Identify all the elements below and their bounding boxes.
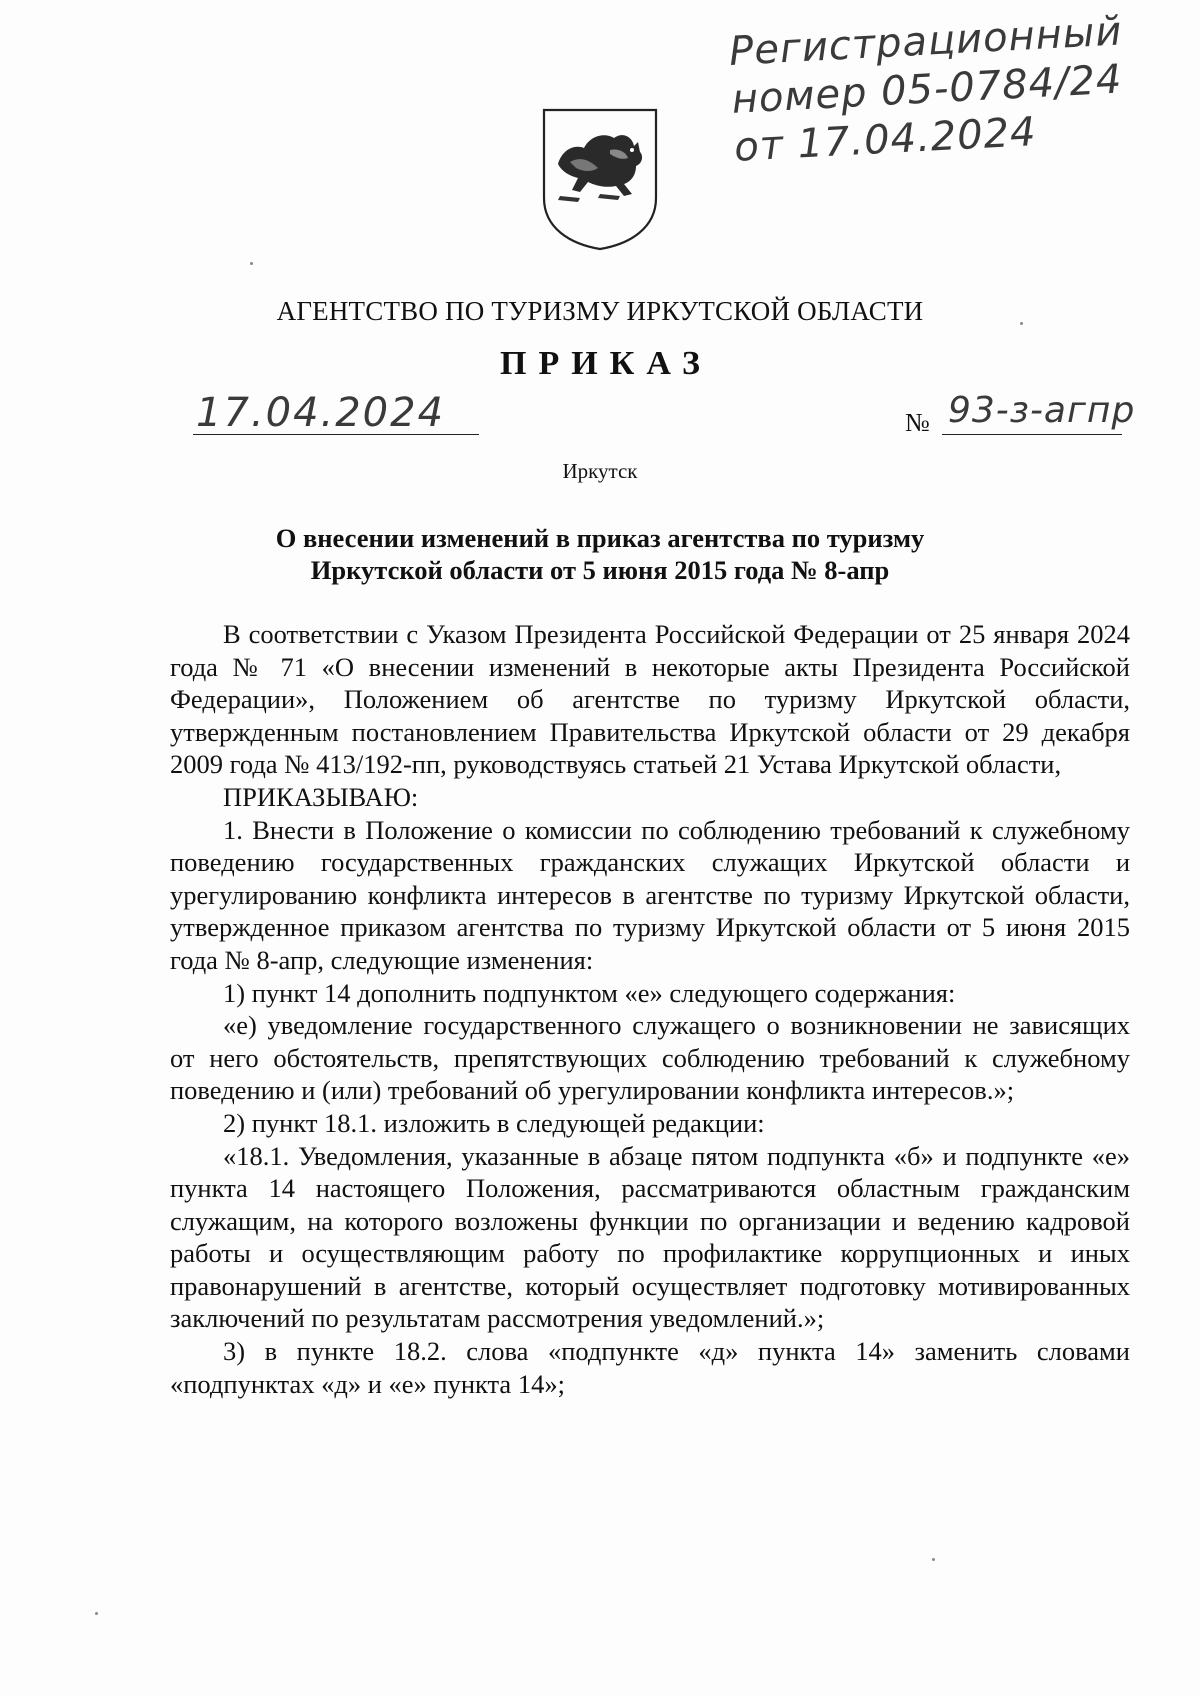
registration-note-line: от 17.04.2024 [733,109,1038,171]
date-underline [193,434,479,435]
number-underline [942,434,1122,435]
irkutsk-coat-of-arms-icon [540,106,660,252]
order-date: 17.04.2024 [196,390,446,436]
order-subject [0,522,1200,586]
registration-note-line: номер 05-0784/24 [730,56,1124,123]
order-number: 93-з-агпр [948,390,1136,431]
body-paragraph: 2) пункт 18.1. изложить в следующей редакции: [223,1107,765,1138]
body-paragraph: «е) уведомление государственного служащего о возникновении не зависящих от него обстоятельств, препятствующих соблюдению требований к служебному поведению и (или) требований об урегулировании конфликта интересов.»; [170,1010,1130,1106]
city-name: Иркутск [562,459,638,483]
body-paragraph: 1. Внести в Положение о комиссии по соблюдению требований к служебному поведению государственных гражданских служащих Иркутской области и урегулированию конфликта интересов в агентстве по туризму Иркутской области, утвержденное приказом агентства по туризму Иркутской области от 5 июня 2015 года № 8-апр, следующие изменения: [170,814,1130,975]
body-paragraph: 1) пункт 14 дополнить подпунктом «е» следующего содержания: [223,977,956,1008]
body-paragraph: В соответствии с Указом Президента Российской Федерации от 25 января 2024 года № 71 «О внесении изменений в некоторые акты Президента Российской Федерации», Положением об агентстве по туризму Иркутской области, утвержденным постановлением Правительства Иркутской области от 29 декабря 2009 года № 413/192-пп, руководствуясь статьей 21 Устава Иркутской области, [170,619,1130,780]
scan-speck [932,1558,935,1561]
body-paragraph: ПРИКАЗЫВАЮ: [223,781,419,812]
order-number-label: № [905,408,930,437]
subject-line: О внесении изменений в приказ агентства по туризму [275,523,925,553]
order-body [170,618,1130,1400]
registration-note-line: Регистрационный [728,8,1124,75]
body-paragraph: «18.1. Уведомления, указанные в абзаце пятом подпункта «б» и подпункте «е» пункта 14 настоящего Положения, рассматриваются областным гражданским служащим, на которого возложены функции по организации и ведению кадровой работы и осуществляющим работу по профилактике коррупционных и иных правонарушений в агентстве, который осуществляет подготовку мотивированных заключений по результатам рассмотрения уведомлений.»; [170,1140,1130,1334]
body-paragraph: 3) в пункте 18.2. слова «подпункте «д» пункта 14» заменить словами «подпунктах «д» и «е» пункта 14»; [170,1336,1130,1399]
agency-name: АГЕНТСТВО ПО ТУРИЗМУ ИРКУТСКОЙ ОБЛАСТИ [276,296,924,326]
registration-handwritten-note [728,6,1155,172]
order-title: ПРИКАЗ [500,345,712,382]
scan-speck [95,1612,98,1615]
subject-line: Иркутской области от 5 июня 2015 года № 8-апр [310,555,890,585]
scan-speck [1020,322,1023,325]
scan-speck [250,262,253,265]
